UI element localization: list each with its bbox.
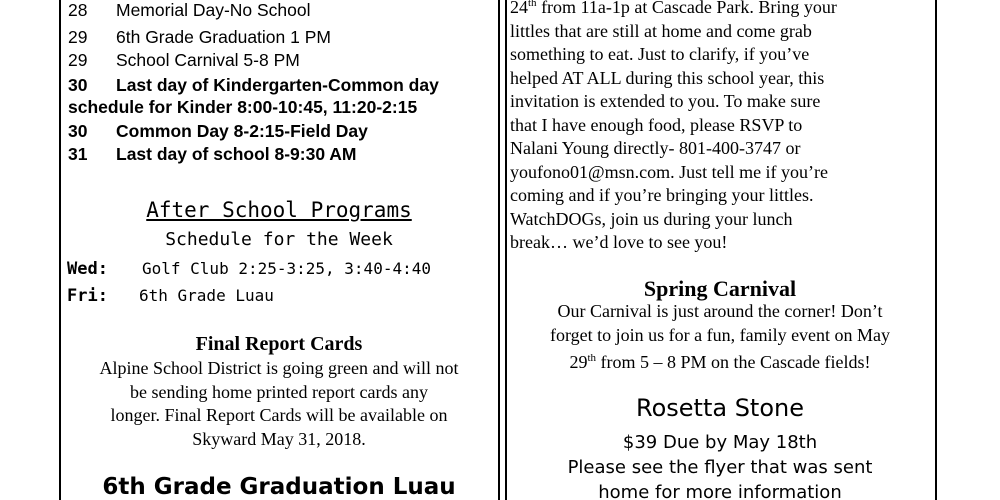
calendar-item: 29 School Carnival 5-8 PM <box>68 50 300 70</box>
calendar-item: 28 Memorial Day-No School <box>68 0 311 20</box>
rosetta-title: Rosetta Stone <box>635 394 804 422</box>
calendar-item: 30 Common Day 8-2:15-Field Day <box>68 121 368 141</box>
after-school-row: Wed: Golf Club 2:25-3:25, 3:40-4:40 <box>67 259 431 279</box>
volunteer-paragraph: 24th from 11a-1p at Cascade Park. Bring your littles that are still at home and come grab something to eat. Just to clarify, if you’ve helped AT ALL during this school year, this invitation is extended to you. To make sure that I have enough food, please RSVP to Nalani Young directly- 801-400-3747 or youfono01@msn.com. Just tell me if you’re coming and if you’re bringing your littles. WatchDOGs, join us during your lunch break… we’d love to see you! <box>510 0 837 252</box>
after-school-title: After School Programs <box>146 198 412 222</box>
carnival-body: Our Carnival is just around the corner! Don’t forget to join us for a fun, family event on May 29th from 5 – 8 PM on the Cascade fields! <box>549 301 891 372</box>
calendar-item: 31 Last day of school 8-9:30 AM <box>68 144 357 164</box>
luau-title: 6th Grade Graduation Luau <box>102 474 456 500</box>
calendar-item: 30 Last day of Kindergarten-Common day <box>68 75 439 95</box>
report-cards-body: Alpine School District is going green and will not be sending home printed report cards any longer. Final Report Cards will be available on Skyward May 31, 2018. <box>99 358 459 449</box>
calendar-item: 29 6th Grade Graduation 1 PM <box>68 27 331 47</box>
left-column <box>60 0 498 500</box>
after-school-row: Fri: 6th Grade Luau <box>67 286 274 306</box>
right-border <box>935 0 937 500</box>
calendar-item-continued: schedule for Kinder 8:00-10:45, 11:20-2:15 <box>68 97 418 117</box>
right-column <box>506 0 934 500</box>
carnival-title: Spring Carnival <box>643 276 797 301</box>
after-school-subtitle: Schedule for the Week <box>165 229 393 250</box>
rosetta-body: $39 Due by May 18th Please see the flyer that was sent home for more information <box>567 432 873 500</box>
report-cards-title: Final Report Cards <box>195 333 363 355</box>
center-left-border <box>498 0 500 500</box>
